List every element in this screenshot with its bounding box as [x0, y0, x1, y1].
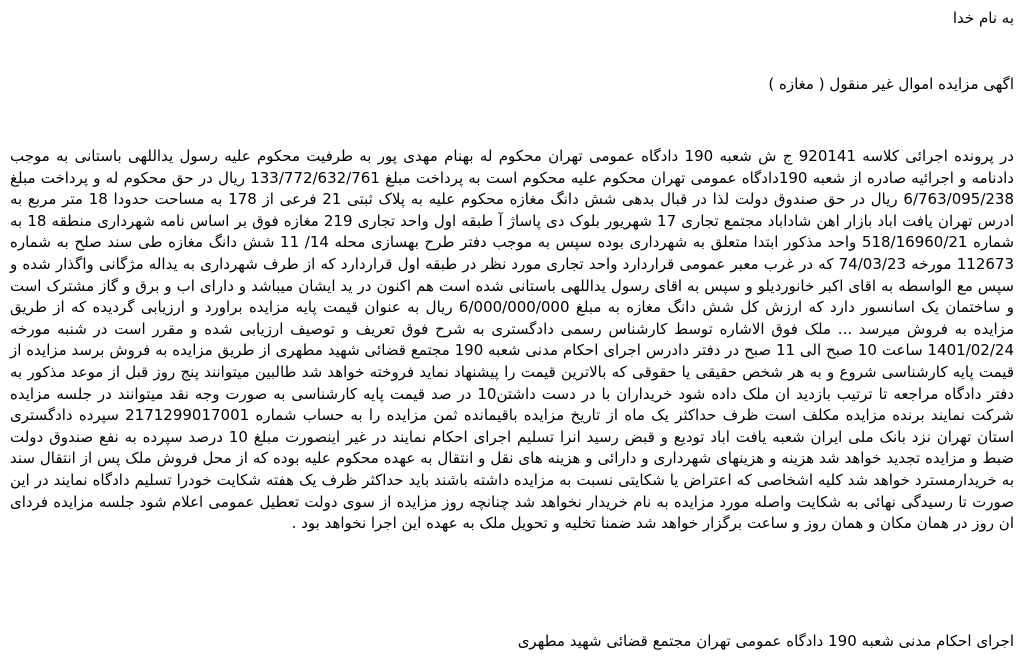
- issuer-footer: اجرای احکام مدنی شعبه 190 دادگاه عمومی تهران مجتمع قضائی شهید مطهری: [517, 632, 1014, 650]
- opening-invocation: به نام خدا: [952, 9, 1014, 27]
- notice-body: در پرونده اجرائی کلاسه 920141 ج ش شعبه 190 دادگاه عمومی تهران محکوم له بهنام مهدی پور به طرفیت محکوم علیه رسول یداللهی باستانی به موجب دادنامه و اجرائیه صادره از شعبه 190دادگاه عمومی تهران محکوم علیه محکوم است به پرداخت مبلغ 133/772/632/761 ریال در حق محکوم له و پرداخت مبلغ 6/763/095/238 ریال در حق صندوق دولت لذا در قبال بدهی شش دانگ مغازه محکوم علیه به پلاک ثبتی 21 فرعی از 178 به مساحت حدودا 18 متر مربع به ادرس تهران یافت اباد بازار اهن شاداباد مجتمع تجاری 17 شهریور بلوک دی پاساژ آ طبقه اول واحد تجاری 219 مغازه فوق بر اساس نامه شهرداری منطقه 18 به شماره 518/16960/21 واحد مذکور ابتدا متعلق به شهرداری بوده سپس به موجب دفتر طرح بهسازی محله 14/ 11 شش دانگ مغازه طی سند صلح به شماره 112673 مورخه 74/03/23 که در غرب معبر عمومی قراردارد واحد تجاری مورد نظر در طبقه اول قراردارد که از طرف شهرداری به یداله مژگانی واگذار شده و سپس مع الواسطه به اقای اکبر خانوردیلو و سپس به اقای رسول یداللهی باستانی شده است هم اکنون در ید ایشان میباشد و دارای اب و برق و گاز مشترک است و ساختمان یک اسانسور دارد که ارزش کل شش دانگ مغازه به مبلغ 6/000/000/000 ریال به عنوان قیمت پایه مزایده براورد و ارزیابی گردیده که از طریق مزایده به فروش میرسد ... ملک فوق الاشاره توسط کارشناس رسمی دادگستری به شرح فوق تعریف و توصیف ارزیابی شده و مقرر است در شنبه مورخه 1401/02/24 ساعت 10 صبح الی 11 صبح در دفتر دادرس اجرای احکام مدنی شعبه 190 مجتمع قضائی شهید مطهری از طریق مزایده به فروش برسد مزایده از قیمت پایه کارشناسی شروع و به هر شخص حقیقی یا حقوقی که بالاترین قیمت را پیشنهاد نماید فروخته خواهد شد طالبین میتوانند پنج روز قبل از موعد مذکور به دفتر دادگاه مراجعه تا ترتیب بازدید ان ملک داده شود خریداران با در دست داشتن10 در صد قیمت پایه کارشناسی به صورت وجه نقد میتوانند در جلسه مزایده شرکت نمایند برنده مزایده مکلف است ظرف حداکثر یک ماه از تاریخ مزایده باقیمانده ثمن مزایده را به حساب شماره 2171299017001 سپرده دادگستری استان تهران نزد بانک ملی ایران شعبه یافت اباد تودیع و قبض رسید انرا تسلیم اجرای احکام نمایند در غیر اینصورت مبلغ 10 درصد سپرده به نفع صندوق دولت ضبط و مزایده تجدید خواهد شد هزینه و هزینهای شهرداری و دارائی و هزینه های نقل و انتقال به عهده محکوم علیه بوده که از محل فروش ملک پس از انتقال سند به خریدارمسترد خواهد شد کلیه اشخاصی که اعتراض یا شکایتی نسبت به مزایده داشته باشند باید حداکثر ظرف یک هفته شکایت خودرا تسلیم دادگاه نمایند در این صورت تا رسیدگی نهائی به شکایت واصله مورد مزایده به نام خریدار نخواهد شد چنانچه روز مزایده از سوی دولت تعطیل عمومی اعلام شود جلسه مزایده فردای ان روز در همان مکان و همان روز و ساعت برگزار خواهد شد ضمنا تخلیه و تحویل ملک به عهده این اجرا نخواهد بود .: [10, 147, 1015, 533]
- notice-heading: اگهی مزایده اموال غیر منقول ( مغازه ): [768, 75, 1014, 93]
